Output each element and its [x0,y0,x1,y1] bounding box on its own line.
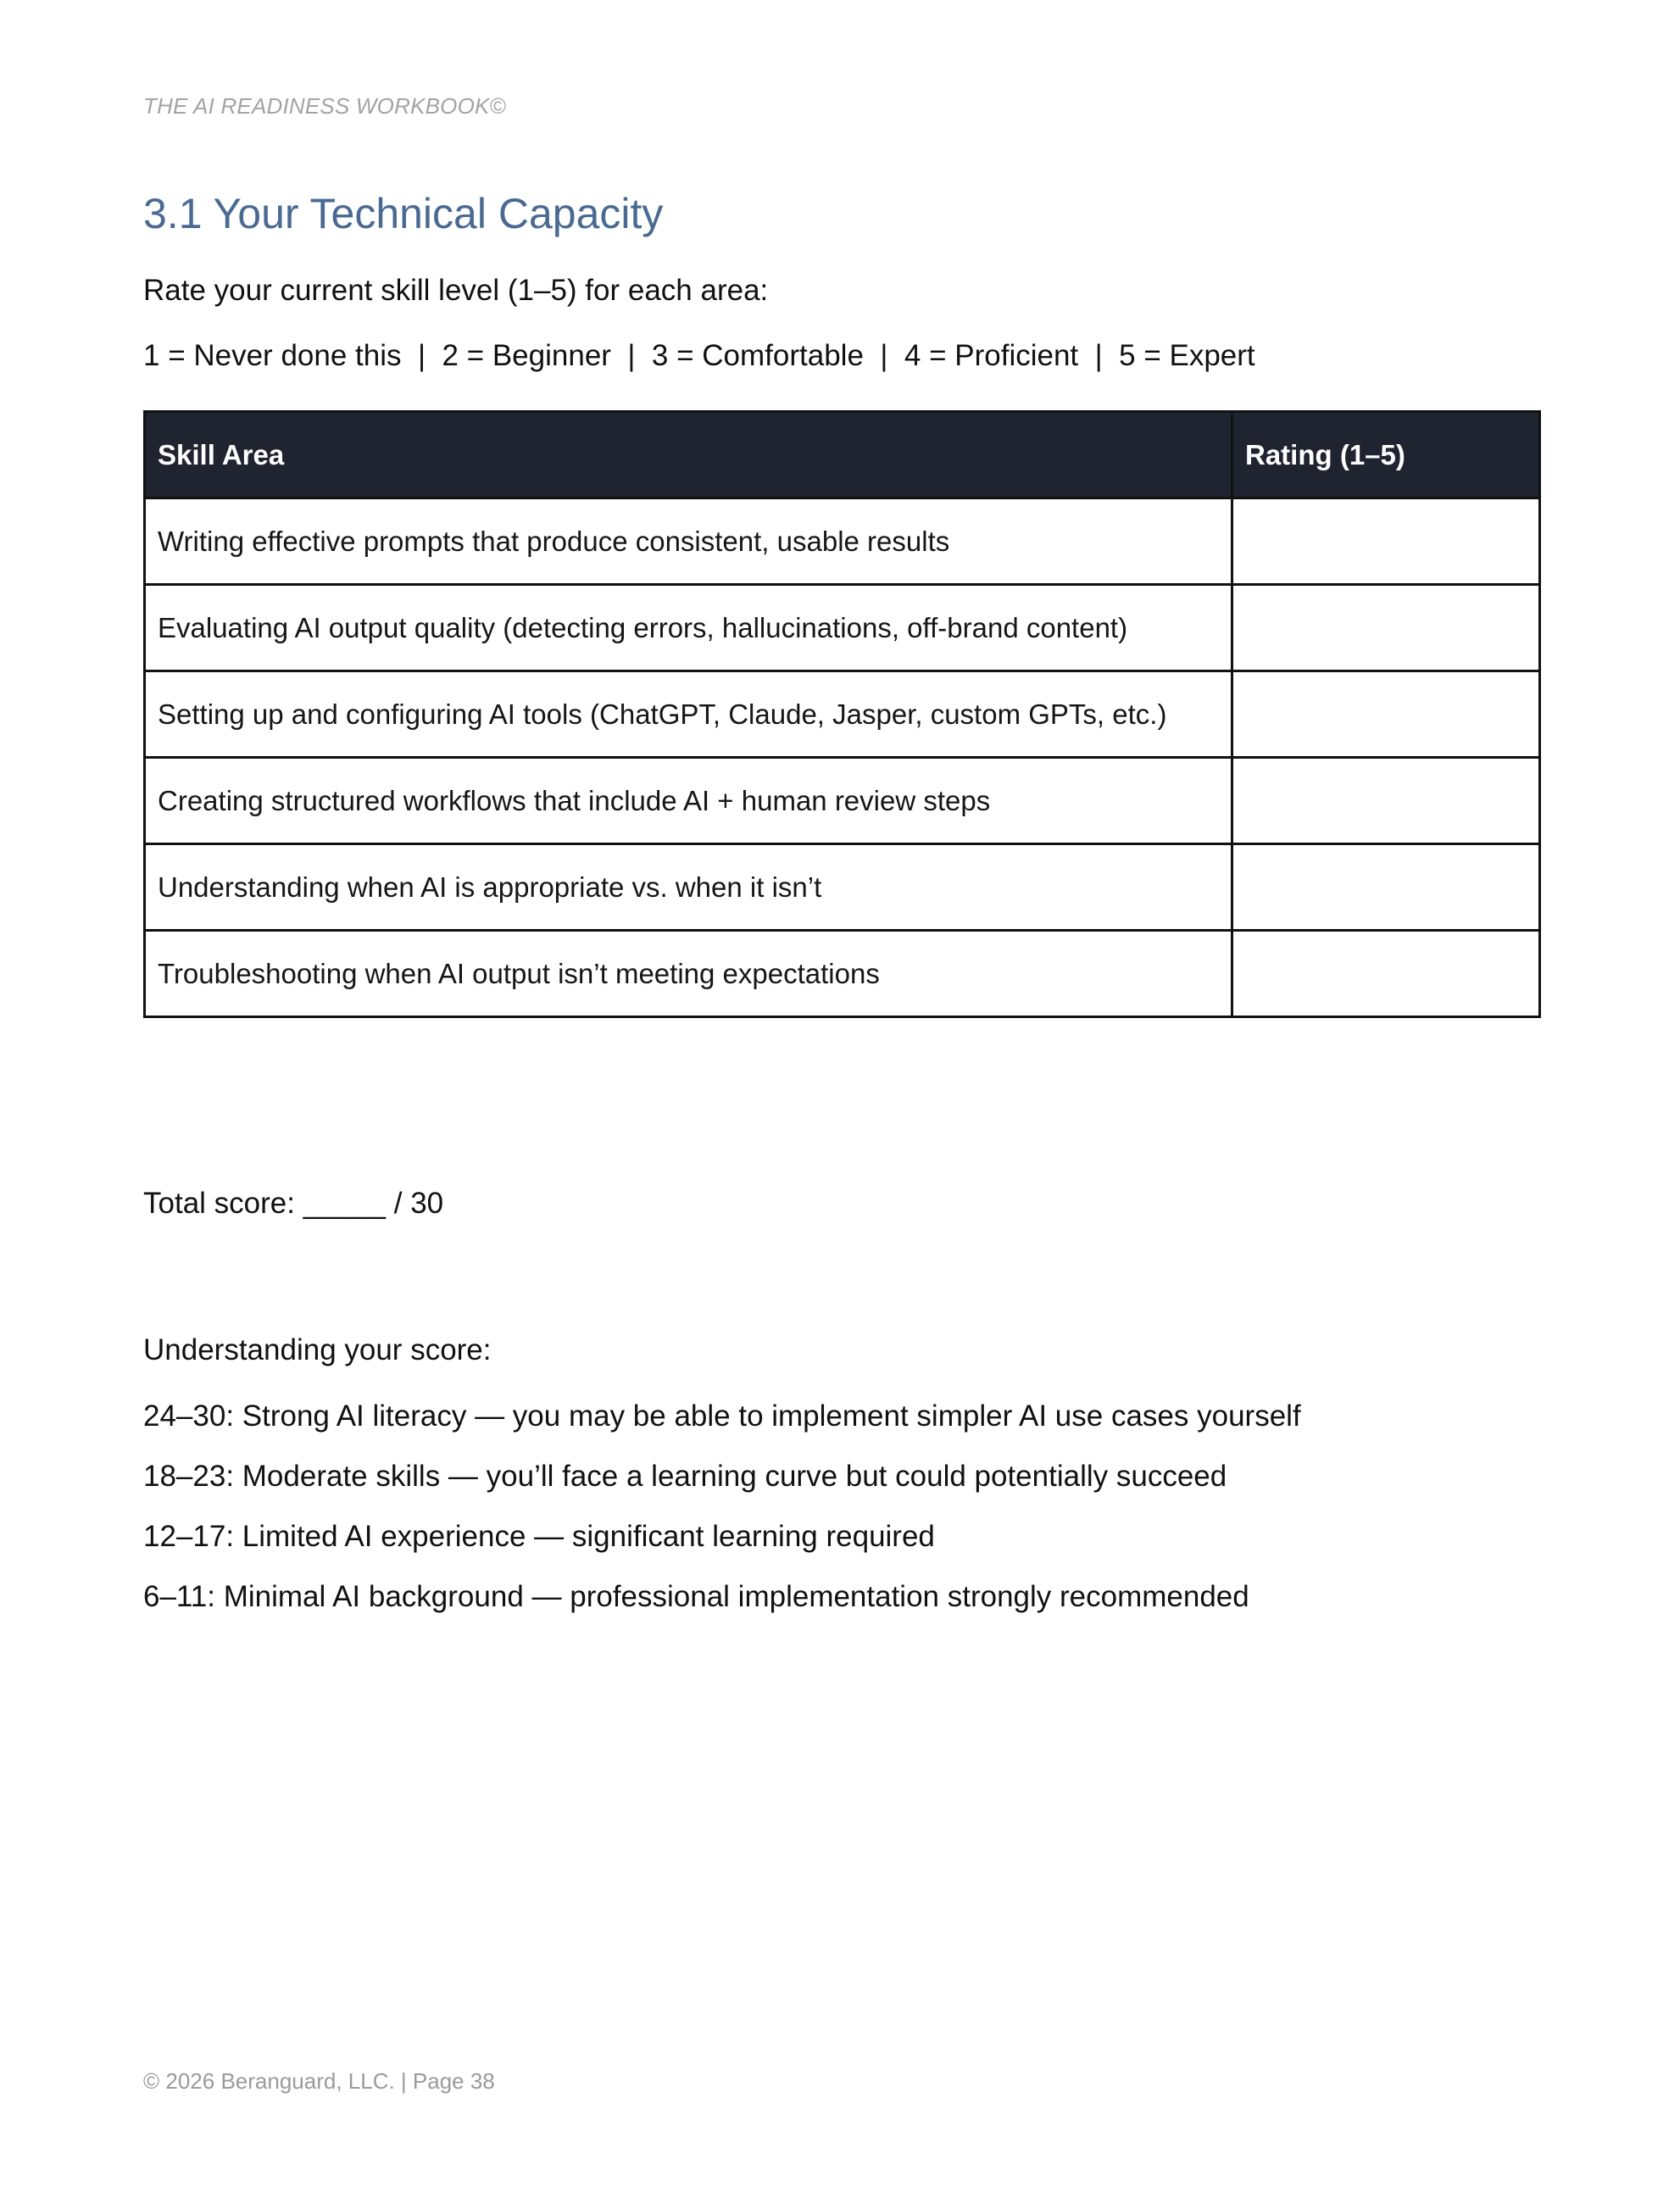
total-score-line: Total score: _____ / 30 [143,1187,444,1220]
rating-cell[interactable] [1232,844,1540,931]
rating-instruction: Rate your current skill level (1–5) for each area: [143,274,769,307]
score-band-item: 6–11: Minimal AI background — professional implementation strongly recommended [143,1580,1249,1613]
score-band-item: 24–30: Strong AI literacy — you may be able to implement simpler AI use cases yourself [143,1400,1301,1433]
table-row [145,585,1540,671]
skill-cell: Setting up and configuring AI tools (ChatGPT, Claude, Jasper, custom GPTs, etc.) [145,671,1232,758]
rating-cell[interactable] [1232,931,1540,1017]
score-band-item: 12–17: Limited AI experience — significant learning required [143,1520,935,1553]
skill-cell: Evaluating AI output quality (detecting errors, hallucinations, off-brand content) [145,585,1232,671]
rating-cell[interactable] [1232,585,1540,671]
section-title: 3.1 Your Technical Capacity [143,190,664,237]
rating-cell[interactable] [1232,758,1540,844]
page-footer: © 2026 Beranguard, LLC. | Page 38 [143,2068,495,2094]
table-row [145,931,1540,1017]
rating-cell[interactable] [1232,671,1540,758]
skill-cell: Writing effective prompts that produce consistent, usable results [145,498,1232,585]
table-row [145,758,1540,844]
table-header-row [145,412,1540,498]
skill-rating-table [143,410,1541,1018]
running-header: THE AI READINESS WORKBOOK© [143,93,506,119]
table-row [145,844,1540,931]
column-header-rating: Rating (1–5) [1232,412,1540,498]
rating-cell[interactable] [1232,498,1540,585]
skill-cell: Understanding when AI is appropriate vs. when it isn’t [145,844,1232,931]
table-row [145,498,1540,585]
column-header-skill-area: Skill Area [145,412,1232,498]
skill-cell: Creating structured workflows that include AI + human review steps [145,758,1232,844]
score-band-item: 18–23: Moderate skills — you’ll face a learning curve but could potentially succeed [143,1460,1227,1493]
rating-scale-legend: 1 = Never done this | 2 = Beginner | 3 = Comfortable | 4 = Proficient | 5 = Expert [143,339,1255,372]
skill-cell: Troubleshooting when AI output isn’t meeting expectations [145,931,1232,1017]
score-interpretation-title: Understanding your score: [143,1333,492,1366]
table-row [145,671,1540,758]
